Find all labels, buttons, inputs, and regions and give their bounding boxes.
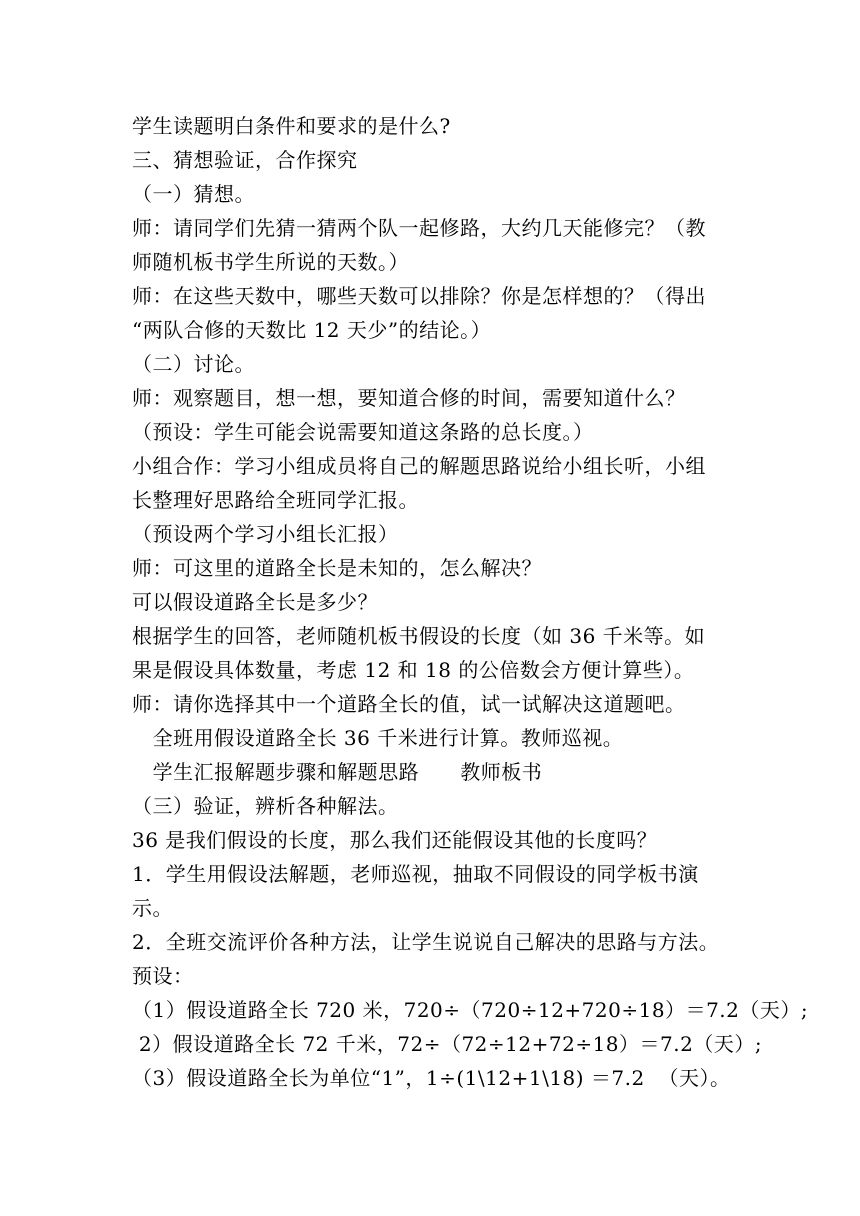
- solution-line-1: （1）假设道路全长 720 米，720÷（720÷12+720÷18）＝7.2（天）;: [132, 998, 809, 1022]
- text-line-25: 2．全班交流评价各种方法，让学生说说自己解决的思路与方法。: [132, 930, 720, 954]
- text-line-16: 根据学生的回答，老师随机板书假设的长度（如 36 千米等。如: [132, 624, 706, 648]
- text-line-1: 学生读题明白条件和要求的是什么?: [132, 114, 451, 138]
- text-line-20: 学生汇报解题步骤和解题思路 教师板书: [132, 760, 543, 784]
- text-line-14: 师：可这里的道路全长是未知的，怎么解决？: [132, 556, 542, 580]
- text-line-4: 师：请同学们先猜一猜两个队一起修路，大约几天能修完？（教: [132, 216, 706, 240]
- subsection-heading-discussion: （二）讨论。: [132, 352, 255, 376]
- subsection-heading-verify: （三）验证，辨析各种解法。: [132, 794, 399, 818]
- text-line-6: 师：在这些天数中，哪些天数可以排除？你是怎样想的？（得出: [132, 284, 706, 308]
- text-line-10: （预设：学生可能会说需要知道这条路的总长度。）: [132, 420, 594, 444]
- text-line-11: 小组合作：学习小组成员将自己的解题思路说给小组长听，小组: [132, 454, 706, 478]
- text-line-9: 师：观察题目，想一想，要知道合修的时间，需要知道什么？: [132, 386, 686, 410]
- subsection-heading-guess: （一）猜想。: [132, 182, 255, 206]
- solution-line-3: （3）假设道路全长为单位“1”，1÷(1\12+1\18) ＝7.2 （天）。: [132, 1066, 731, 1090]
- text-line-26: 预设：: [132, 964, 194, 988]
- solution-line-2: 2）假设道路全长 72 千米，72÷（72÷12+72÷18）＝7.2（天）;: [132, 1032, 763, 1056]
- text-line-7: “两队合修的天数比 12 天少”的结论。）: [132, 318, 492, 342]
- text-line-15: 可以假设道路全长是多少？: [132, 590, 378, 614]
- text-line-12: 长整理好思路给全班同学汇报。: [132, 488, 419, 512]
- text-line-22: 36 是我们假设的长度，那么我们还能假设其他的长度吗？: [132, 828, 658, 852]
- text-line-17: 果是假设具体数量，考虑 12 和 18 的公倍数会方便计算些）。: [132, 658, 695, 682]
- section-heading-3: 三、猜想验证，合作探究: [132, 148, 358, 172]
- text-line-23: 1．学生用假设法解题，老师巡视，抽取不同假设的同学板书演: [132, 862, 699, 886]
- text-line-18: 师：请你选择其中一个道路全长的值，试一试解决这道题吧。: [132, 692, 686, 716]
- text-line-5: 师随机板书学生所说的天数。）: [132, 250, 409, 274]
- text-line-13: （预设两个学习小组长汇报）: [132, 522, 399, 546]
- text-line-24: 示。: [132, 896, 173, 920]
- text-line-19: 全班用假设道路全长 36 千米进行计算。教师巡视。: [132, 726, 624, 750]
